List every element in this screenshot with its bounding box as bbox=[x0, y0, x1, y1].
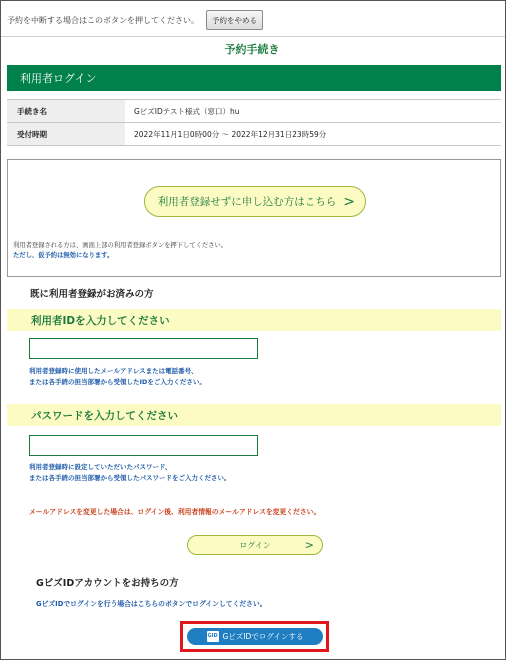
gbiz-login-button[interactable] bbox=[187, 628, 323, 645]
topbar bbox=[7, 9, 263, 31]
gbiz-note: GビズIDでログインを行う場合はこちらのボタンでログインしてください。 bbox=[36, 600, 267, 608]
password-hint-1: 利用者登録時に設定していただいたパスワード、 bbox=[29, 463, 172, 471]
gbizid-icon: G ID bbox=[207, 631, 219, 642]
chevron-right-icon: > bbox=[343, 193, 355, 210]
email-change-warning: メールアドレスを変更した場合は、ログイン後、利用者情報のメールアドレスを変更ください。 bbox=[29, 508, 321, 516]
apply-without-register-label: 利用者登録せずに申し込む方はこちら bbox=[157, 196, 337, 208]
table-row bbox=[7, 123, 501, 146]
password-hint-2: または各手続の担当部署から受領したパスワードをご入力ください。 bbox=[29, 474, 231, 482]
apply-without-register-button[interactable] bbox=[144, 186, 366, 217]
register-note: 利用者登録される方は、画面上部の利用者登録ボタンを押下してください。 bbox=[13, 242, 228, 249]
page-title: 予約手続き bbox=[224, 43, 280, 56]
section-title: 利用者ログイン bbox=[7, 65, 501, 91]
info-key: 受付時期 bbox=[7, 123, 125, 145]
chevron-right-icon: > bbox=[304, 538, 314, 552]
provisional-note: ただし、仮予約は無効になります。 bbox=[13, 252, 114, 259]
gbiz-heading: GビズIDアカウントをお持ちの方 bbox=[36, 578, 179, 589]
info-value: GビズIDテスト様式（窓口）hu bbox=[134, 106, 240, 116]
userid-heading: 利用者IDを入力してください bbox=[7, 309, 501, 331]
userid-input[interactable] bbox=[29, 338, 258, 359]
cancel-message: 予約を中断する場合はこのボタンを押してください。 bbox=[7, 15, 199, 25]
procedure-info-table bbox=[7, 99, 501, 146]
login-label: ログイン bbox=[239, 540, 271, 550]
existing-user-heading: 既に利用者登録がお済みの方 bbox=[30, 289, 154, 300]
password-input[interactable] bbox=[29, 435, 258, 456]
cancel-reservation-button[interactable]: 予約をやめる bbox=[206, 10, 263, 30]
info-value: 2022年11月1日0時00分 ～ 2022年12月31日23時59分 bbox=[134, 129, 327, 139]
no-register-box bbox=[7, 159, 501, 277]
password-heading: パスワードを入力してください bbox=[7, 404, 501, 426]
divider bbox=[1, 36, 505, 37]
table-row bbox=[7, 100, 501, 123]
userid-hint-2: または各手続の担当部署から受領したIDをご入力ください。 bbox=[29, 378, 206, 386]
userid-hint-1: 利用者登録時に使用したメールアドレスまたは電話番号、 bbox=[29, 367, 198, 375]
info-key: 手続き名 bbox=[7, 100, 125, 122]
gbiz-login-label: GビズIDでログインする bbox=[222, 632, 304, 641]
login-button[interactable] bbox=[187, 535, 323, 555]
